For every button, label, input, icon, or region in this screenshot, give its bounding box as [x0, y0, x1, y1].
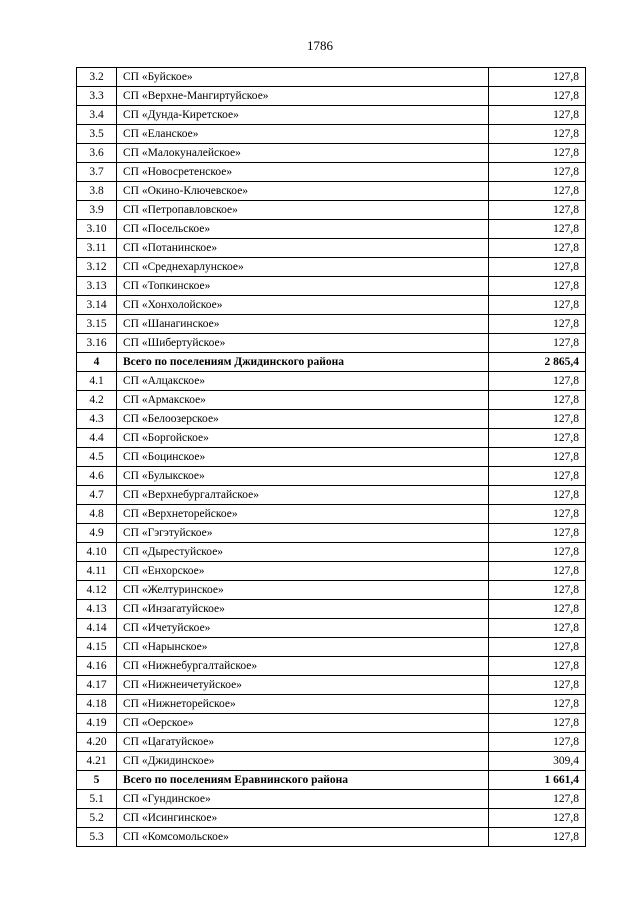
amount-cell: 127,8	[489, 163, 586, 182]
table-row	[77, 486, 586, 505]
amount-cell: 127,8	[489, 391, 586, 410]
row-number-cell: 3.6	[77, 144, 117, 163]
amount-cell: 127,8	[489, 296, 586, 315]
table-row	[77, 410, 586, 429]
table-row	[77, 448, 586, 467]
amount-cell: 127,8	[489, 239, 586, 258]
settlement-name-cell: СП «Буйское»	[117, 68, 489, 87]
table-row	[77, 163, 586, 182]
settlement-name-cell: СП «Петропавловское»	[117, 201, 489, 220]
settlement-name-cell: Всего по поселениям Еравнинского района	[117, 771, 489, 790]
settlement-name-cell: СП «Среднехарлунское»	[117, 258, 489, 277]
table-row	[77, 391, 586, 410]
table-row	[77, 638, 586, 657]
table-row	[77, 524, 586, 543]
row-number-cell: 3.9	[77, 201, 117, 220]
amount-cell: 127,8	[489, 676, 586, 695]
amount-cell: 127,8	[489, 790, 586, 809]
table-row	[77, 87, 586, 106]
row-number-cell: 4.10	[77, 543, 117, 562]
amount-cell: 127,8	[489, 733, 586, 752]
row-number-cell: 3.16	[77, 334, 117, 353]
settlement-name-cell: СП «Булыкское»	[117, 467, 489, 486]
settlement-name-cell: СП «Верхнеторейское»	[117, 505, 489, 524]
page-number: 1786	[307, 38, 333, 53]
amount-cell: 127,8	[489, 125, 586, 144]
amount-cell: 309,4	[489, 752, 586, 771]
settlement-name-cell: СП «Нижнеторейское»	[117, 695, 489, 714]
settlement-name-cell: СП «Нижнеичетуйское»	[117, 676, 489, 695]
table-row	[77, 106, 586, 125]
row-number-cell: 4.3	[77, 410, 117, 429]
amount-cell: 127,8	[489, 505, 586, 524]
table-row	[77, 828, 586, 847]
settlement-name-cell: СП «Гундинское»	[117, 790, 489, 809]
settlement-name-cell: СП «Нижнебургалтайское»	[117, 657, 489, 676]
row-number-cell: 4.12	[77, 581, 117, 600]
amount-cell: 127,8	[489, 657, 586, 676]
table-row	[77, 277, 586, 296]
row-number-cell: 3.11	[77, 239, 117, 258]
row-number-cell: 4.17	[77, 676, 117, 695]
row-number-cell: 3.4	[77, 106, 117, 125]
settlement-name-cell: СП «Новосретенское»	[117, 163, 489, 182]
row-number-cell: 3.8	[77, 182, 117, 201]
settlement-name-cell: СП «Желтуринское»	[117, 581, 489, 600]
settlement-name-cell: СП «Оерское»	[117, 714, 489, 733]
settlement-name-cell: СП «Исингинское»	[117, 809, 489, 828]
settlement-name-cell: СП «Гэгэтуйское»	[117, 524, 489, 543]
row-number-cell: 3.3	[77, 87, 117, 106]
table-row	[77, 562, 586, 581]
table-row	[77, 657, 586, 676]
settlement-name-cell: СП «Шибертуйское»	[117, 334, 489, 353]
settlement-name-cell: СП «Боцинское»	[117, 448, 489, 467]
settlement-name-cell: СП «Окино-Ключевское»	[117, 182, 489, 201]
amount-cell: 127,8	[489, 106, 586, 125]
table-row	[77, 752, 586, 771]
table-row	[77, 790, 586, 809]
row-number-cell: 4.7	[77, 486, 117, 505]
amount-cell: 127,8	[489, 467, 586, 486]
settlement-name-cell: Всего по поселениям Джидинского района	[117, 353, 489, 372]
amount-cell: 127,8	[489, 429, 586, 448]
table-row	[77, 581, 586, 600]
row-number-cell: 4.21	[77, 752, 117, 771]
amount-cell: 127,8	[489, 828, 586, 847]
amount-cell: 127,8	[489, 524, 586, 543]
amount-cell: 2 865,4	[489, 353, 586, 372]
row-number-cell: 4	[77, 353, 117, 372]
table-row-total	[77, 771, 586, 790]
table-row	[77, 315, 586, 334]
table-row	[77, 201, 586, 220]
row-number-cell: 4.8	[77, 505, 117, 524]
row-number-cell: 4.6	[77, 467, 117, 486]
table-row	[77, 372, 586, 391]
settlement-name-cell: СП «Инзагатуйское»	[117, 600, 489, 619]
settlement-name-cell: СП «Верхне-Мангиртуйское»	[117, 87, 489, 106]
row-number-cell: 5.3	[77, 828, 117, 847]
amount-cell: 127,8	[489, 182, 586, 201]
table-row	[77, 714, 586, 733]
table-row	[77, 733, 586, 752]
settlement-name-cell: СП «Дунда-Киретское»	[117, 106, 489, 125]
row-number-cell: 5	[77, 771, 117, 790]
row-number-cell: 4.4	[77, 429, 117, 448]
allocation-table	[76, 67, 586, 847]
row-number-cell: 4.14	[77, 619, 117, 638]
settlement-name-cell: СП «Боргойское»	[117, 429, 489, 448]
amount-cell: 1 661,4	[489, 771, 586, 790]
row-number-cell: 4.2	[77, 391, 117, 410]
amount-cell: 127,8	[489, 220, 586, 239]
amount-cell: 127,8	[489, 315, 586, 334]
settlement-name-cell: СП «Джидинское»	[117, 752, 489, 771]
row-number-cell: 4.5	[77, 448, 117, 467]
table-row	[77, 334, 586, 353]
amount-cell: 127,8	[489, 809, 586, 828]
table-row	[77, 695, 586, 714]
table-row	[77, 429, 586, 448]
settlement-name-cell: СП «Дырестуйское»	[117, 543, 489, 562]
row-number-cell: 4.9	[77, 524, 117, 543]
table-row	[77, 467, 586, 486]
table-row	[77, 182, 586, 201]
row-number-cell: 5.2	[77, 809, 117, 828]
amount-cell: 127,8	[489, 448, 586, 467]
amount-cell: 127,8	[489, 543, 586, 562]
amount-cell: 127,8	[489, 714, 586, 733]
table-row	[77, 600, 586, 619]
row-number-cell: 3.7	[77, 163, 117, 182]
settlement-name-cell: СП «Ичетуйское»	[117, 619, 489, 638]
table-row	[77, 619, 586, 638]
settlement-name-cell: СП «Посельское»	[117, 220, 489, 239]
row-number-cell: 3.5	[77, 125, 117, 144]
settlement-name-cell: СП «Хонхолойское»	[117, 296, 489, 315]
settlement-name-cell: СП «Комсомольское»	[117, 828, 489, 847]
settlement-name-cell: СП «Белоозерское»	[117, 410, 489, 429]
amount-cell: 127,8	[489, 581, 586, 600]
row-number-cell: 3.10	[77, 220, 117, 239]
amount-cell: 127,8	[489, 372, 586, 391]
table-row	[77, 505, 586, 524]
row-number-cell: 3.12	[77, 258, 117, 277]
amount-cell: 127,8	[489, 695, 586, 714]
row-number-cell: 4.18	[77, 695, 117, 714]
settlement-name-cell: СП «Еланское»	[117, 125, 489, 144]
row-number-cell: 3.13	[77, 277, 117, 296]
settlement-name-cell: СП «Топкинское»	[117, 277, 489, 296]
row-number-cell: 3.14	[77, 296, 117, 315]
amount-cell: 127,8	[489, 410, 586, 429]
row-number-cell: 3.2	[77, 68, 117, 87]
settlement-name-cell: СП «Алцакское»	[117, 372, 489, 391]
table-row	[77, 239, 586, 258]
amount-cell: 127,8	[489, 334, 586, 353]
amount-cell: 127,8	[489, 144, 586, 163]
table-row	[77, 68, 586, 87]
amount-cell: 127,8	[489, 277, 586, 296]
table-row	[77, 144, 586, 163]
settlement-name-cell: СП «Потанинское»	[117, 239, 489, 258]
table-row	[77, 676, 586, 695]
row-number-cell: 4.13	[77, 600, 117, 619]
settlement-name-cell: СП «Верхнебургалтайское»	[117, 486, 489, 505]
row-number-cell: 4.11	[77, 562, 117, 581]
row-number-cell: 4.19	[77, 714, 117, 733]
row-number-cell: 4.15	[77, 638, 117, 657]
amount-cell: 127,8	[489, 562, 586, 581]
amount-cell: 127,8	[489, 486, 586, 505]
row-number-cell: 4.16	[77, 657, 117, 676]
settlement-name-cell: СП «Нарынское»	[117, 638, 489, 657]
settlement-name-cell: СП «Малокуналейское»	[117, 144, 489, 163]
row-number-cell: 4.20	[77, 733, 117, 752]
settlement-name-cell: СП «Армакское»	[117, 391, 489, 410]
amount-cell: 127,8	[489, 258, 586, 277]
table-row	[77, 220, 586, 239]
amount-cell: 127,8	[489, 600, 586, 619]
amount-cell: 127,8	[489, 87, 586, 106]
amount-cell: 127,8	[489, 638, 586, 657]
table-row	[77, 258, 586, 277]
table-row	[77, 543, 586, 562]
table-row	[77, 125, 586, 144]
amount-cell: 127,8	[489, 201, 586, 220]
row-number-cell: 3.15	[77, 315, 117, 334]
table-row	[77, 296, 586, 315]
amount-cell: 127,8	[489, 619, 586, 638]
row-number-cell: 5.1	[77, 790, 117, 809]
table-row-total	[77, 353, 586, 372]
settlement-name-cell: СП «Енхорское»	[117, 562, 489, 581]
settlement-name-cell: СП «Цагатуйское»	[117, 733, 489, 752]
table-body	[77, 68, 586, 847]
row-number-cell: 4.1	[77, 372, 117, 391]
amount-cell: 127,8	[489, 68, 586, 87]
table-row	[77, 809, 586, 828]
settlement-name-cell: СП «Шанагинское»	[117, 315, 489, 334]
